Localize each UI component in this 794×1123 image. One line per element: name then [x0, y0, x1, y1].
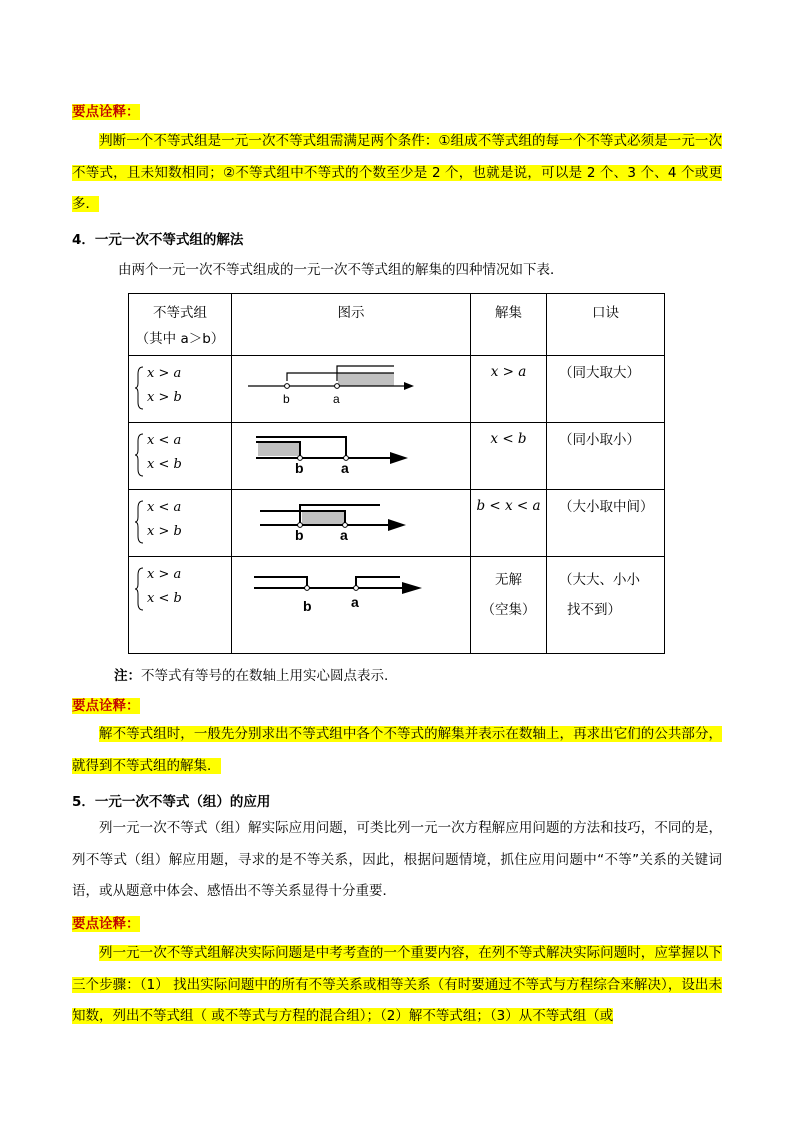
label-b: b — [295, 527, 304, 543]
system-line2: x > b — [147, 390, 182, 405]
section5-title: 5．一元一次不等式（组）的应用 — [72, 794, 271, 810]
note2-label-line — [72, 694, 722, 714]
note3-text: 列一元一次不等式组解决实际问题是中考考查的一个重要内容，在列不等式解决实际问题时，应掌握以下三个步骤：（1） 找出实际问题中的所有不等关系或相等关系（有时要通过不等式与方程综合来解决），设出未知数，列出不等式组（ 或不等式与方程的混合组）；（2）解不等式组；（3）从不等式组（或 — [72, 945, 722, 1024]
table-row — [129, 490, 665, 557]
rule-cell: （同大取大） — [547, 356, 665, 423]
rule-cell — [547, 557, 665, 654]
header-system-line1: 不等式组 — [153, 305, 207, 321]
open-point-a — [354, 586, 359, 591]
solution-shade — [302, 511, 344, 524]
number-line-diagram — [232, 423, 470, 485]
header-solution: 解集 — [471, 294, 547, 356]
b-ray — [254, 577, 307, 588]
number-line-diagram — [232, 356, 470, 418]
rule-line1: （大大、小小 — [559, 572, 640, 588]
diagram-cell — [232, 557, 471, 654]
rule-cell: （同小取小） — [547, 423, 665, 490]
header-system — [129, 294, 232, 356]
label-b: b — [295, 460, 304, 476]
brace-icon — [135, 433, 145, 477]
table-row — [129, 356, 665, 423]
arrow-icon — [402, 582, 422, 594]
system-cell — [129, 490, 232, 557]
arrow-icon — [404, 382, 414, 390]
diagram-cell — [232, 490, 471, 557]
open-point-a — [335, 384, 340, 389]
note1-text: 判断一个不等式组是一元一次不等式组需满足两个条件：①组成不等式组的每一个不等式必须是一元一次不等式，且未知数相同；②不等式组中不等式的个数至少是 2 个，也就是说，可以是 2 个、3 个、4 个或更多． — [72, 133, 722, 212]
note1-paragraph — [72, 126, 722, 221]
footnote — [114, 664, 714, 684]
arrow-icon — [388, 519, 406, 531]
solution-line2: （空集） — [481, 602, 536, 618]
system-line1: x > a — [147, 366, 182, 381]
system-cell — [129, 423, 232, 490]
note3-paragraph — [72, 938, 722, 1033]
label-a: a — [351, 594, 359, 610]
label-b: b — [303, 598, 312, 614]
header-rule: 口诀 — [547, 294, 665, 356]
solution-shade — [258, 442, 300, 456]
system-line2: x < b — [147, 591, 182, 606]
footnote-text: 不等式有等号的在数轴上用实心圆点表示. — [141, 668, 389, 684]
section5-text: 列一元一次不等式（组）解实际应用问题，可类比列一元一次方程解应用问题的方法和技巧，不同的是，列不等式（组）解应用题，寻求的是不等关系，因此，根据问题情境，抓住应用问题中“不等”关系的关键词语，或从题意中体会、感悟出不等关系显得十分重要． — [72, 820, 722, 899]
table-row — [129, 557, 665, 654]
note2-label: 要点诠释： — [72, 698, 140, 714]
section5-paragraph — [72, 813, 722, 908]
a-ray — [356, 577, 400, 588]
brace-icon — [135, 366, 145, 410]
system-line2: x > b — [147, 524, 182, 539]
system-line1: x < a — [147, 433, 182, 448]
header-system-line2: （其中 a＞b） — [135, 331, 225, 347]
note3-label: 要点诠释： — [72, 916, 140, 932]
system-line1: x < a — [147, 500, 182, 515]
number-line-diagram — [232, 490, 470, 552]
section4-intro: 由两个一元一次不等式组成的一元一次不等式组的解集的四种情况如下表． — [118, 262, 564, 278]
rule-cell: （大小取中间） — [547, 490, 665, 557]
brace-icon — [135, 500, 145, 544]
note3-label-line — [72, 912, 722, 932]
rule-line2: 找不到） — [567, 602, 621, 618]
solution-cell: b < x < a — [471, 490, 547, 557]
brace-icon — [135, 567, 145, 611]
table-header-row — [129, 294, 665, 356]
number-line-diagram — [232, 557, 470, 649]
arrow-icon — [390, 452, 408, 464]
system-line1: x > a — [147, 567, 182, 582]
solution-cell: x < b — [471, 423, 547, 490]
note1-label: 要点诠释： — [72, 104, 140, 120]
inequality-table — [128, 293, 665, 654]
table-row — [129, 423, 665, 490]
section4-title: 4．一元一次不等式组的解法 — [72, 232, 244, 248]
label-b: b — [283, 392, 290, 406]
header-diagram: 图示 — [232, 294, 471, 356]
system-line2: x < b — [147, 457, 182, 472]
label-a: a — [333, 392, 340, 406]
system-cell — [129, 557, 232, 654]
open-point-b — [285, 384, 290, 389]
open-point-b — [305, 586, 310, 591]
diagram-cell — [232, 423, 471, 490]
label-a: a — [341, 460, 349, 476]
solution-cell: x > a — [471, 356, 547, 423]
note1-label-line — [72, 100, 722, 120]
solution-cell — [471, 557, 547, 654]
footnote-label: 注： — [114, 668, 141, 684]
solution-shade — [338, 373, 394, 386]
system-cell — [129, 356, 232, 423]
solution-line1: 无解 — [495, 572, 522, 588]
label-a: a — [340, 527, 348, 543]
diagram-cell — [232, 356, 471, 423]
note2-paragraph — [72, 719, 722, 782]
note2-text: 解不等式组时，一般先分别求出不等式组中各个不等式的解集并表示在数轴上，再求出它们的公共部分，就得到不等式组的解集． — [72, 726, 722, 774]
